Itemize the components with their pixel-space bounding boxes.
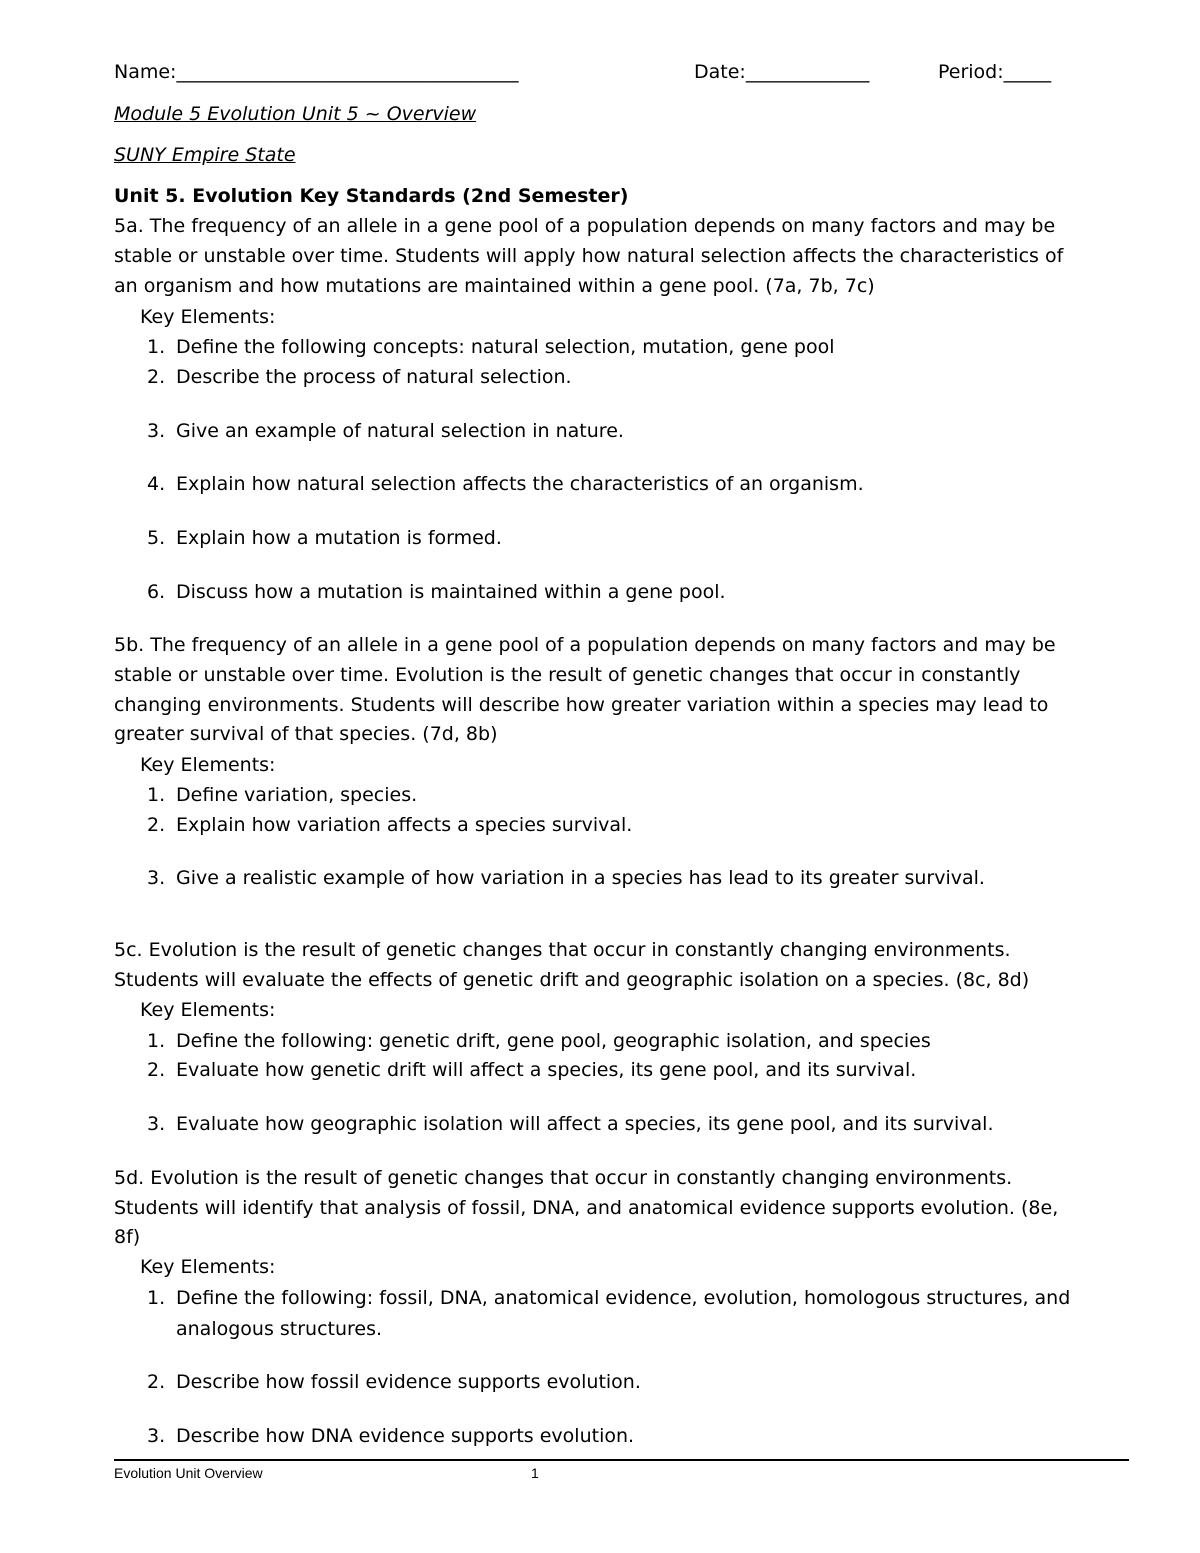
period-field-label: Period:_____ [938,61,1052,83]
list-item [147,364,572,390]
standard-5d-line: Students will identify that analysis of fossil, DNA, and anatomical evidence supports evolution. (8e, [114,1197,1059,1219]
item-text: Evaluate how genetic drift will affect a species, its gene pool, and its survival. [176,1059,917,1081]
item-text: Explain how variation affects a species survival. [176,814,633,836]
item-number: 3. [147,420,166,442]
key-elements-label: Key Elements: [140,754,276,776]
page-number: 1 [531,1465,539,1481]
item-text: Define the following: genetic drift, gene pool, geographic isolation, and species [176,1030,931,1052]
date-field-label: Date:_____________ [694,61,870,83]
key-elements-label: Key Elements: [140,1256,276,1278]
list-item [147,471,864,497]
item-text: Define variation, species. [176,784,418,806]
list-item [147,525,502,551]
item-text: Explain how a mutation is formed. [176,527,502,549]
item-number: 1. [147,1287,166,1309]
item-text: Describe how DNA evidence supports evolution. [176,1425,635,1447]
item-number: 2. [147,1059,166,1081]
standard-5b-line: 5b. The frequency of an allele in a gene pool of a population depends on many factors and may be [114,634,1056,656]
item-number: 1. [147,1030,166,1052]
item-text: Define the following concepts: natural selection, mutation, gene pool [176,336,835,358]
standard-5b-line: stable or unstable over time. Evolution is the result of genetic changes that occur in constantly [114,664,1021,686]
item-text: Define the following: fossil, DNA, anatomical evidence, evolution, homologous structures, and [176,1287,1071,1309]
item-number: 2. [147,814,166,836]
list-item [147,1111,993,1137]
list-item [147,1423,634,1449]
standard-5b-line: greater survival of that species. (7d, 8b) [114,723,498,745]
standard-5a-line: stable or unstable over time. Students will apply how natural selection affects the characteristics of [114,245,1064,267]
list-item [147,334,835,360]
item-number: 1. [147,784,166,806]
item-text: Describe how fossil evidence supports evolution. [176,1371,641,1393]
name-field-label: Name:____________________________________ [114,61,519,83]
footer-divider [114,1459,1129,1461]
standard-5b-line: changing environments. Students will describe how greater variation within a species may lead to [114,694,1049,716]
item-text: Give a realistic example of how variation in a species has lead to its greater survival. [176,867,985,889]
item-number: 1. [147,336,166,358]
item-number: 5. [147,527,166,549]
item-number: 3. [147,1113,166,1135]
item-number: 2. [147,1371,166,1393]
item-number: 2. [147,366,166,388]
item-text: Discuss how a mutation is maintained within a gene pool. [176,581,726,603]
list-item [147,865,985,891]
section-heading: Unit 5. Evolution Key Standards (2nd Semester) [114,185,629,207]
document-subtitle: SUNY Empire State [114,144,296,166]
item-number: 3. [147,1425,166,1447]
document-title: Module 5 Evolution Unit 5 ~ Overview [114,103,477,125]
key-elements-label: Key Elements: [140,306,276,328]
standard-5a-line: 5a. The frequency of an allele in a gene pool of a population depends on many factors and may be [114,215,1056,237]
standard-5d-line: 8f) [114,1226,141,1248]
footer-title: Evolution Unit Overview [114,1465,263,1481]
list-item [147,1057,916,1083]
list-item [147,1369,641,1395]
list-item-continuation: analogous structures. [176,1318,383,1340]
list-item [147,782,417,808]
item-number: 6. [147,581,166,603]
item-text: Describe the process of natural selection. [176,366,572,388]
list-item [147,1285,1070,1311]
item-number: 3. [147,867,166,889]
list-item [147,418,624,444]
standard-5c-line: 5c. Evolution is the result of genetic changes that occur in constantly changing environments. [114,939,1011,961]
item-text: Give an example of natural selection in nature. [176,420,624,442]
standard-5c-line: Students will evaluate the effects of genetic drift and geographic isolation on a species. (8c, 8d) [114,969,1030,991]
item-number: 4. [147,473,166,495]
list-item [147,812,632,838]
item-text: Explain how natural selection affects the characteristics of an organism. [176,473,864,495]
item-text: Evaluate how geographic isolation will affect a species, its gene pool, and its survival. [176,1113,994,1135]
list-item [147,1028,931,1054]
standard-5a-line: an organism and how mutations are maintained within a gene pool. (7a, 7b, 7c) [114,275,875,297]
standard-5d-line: 5d. Evolution is the result of genetic changes that occur in constantly changing environments. [114,1167,1013,1189]
list-item [147,579,726,605]
key-elements-label: Key Elements: [140,999,276,1021]
